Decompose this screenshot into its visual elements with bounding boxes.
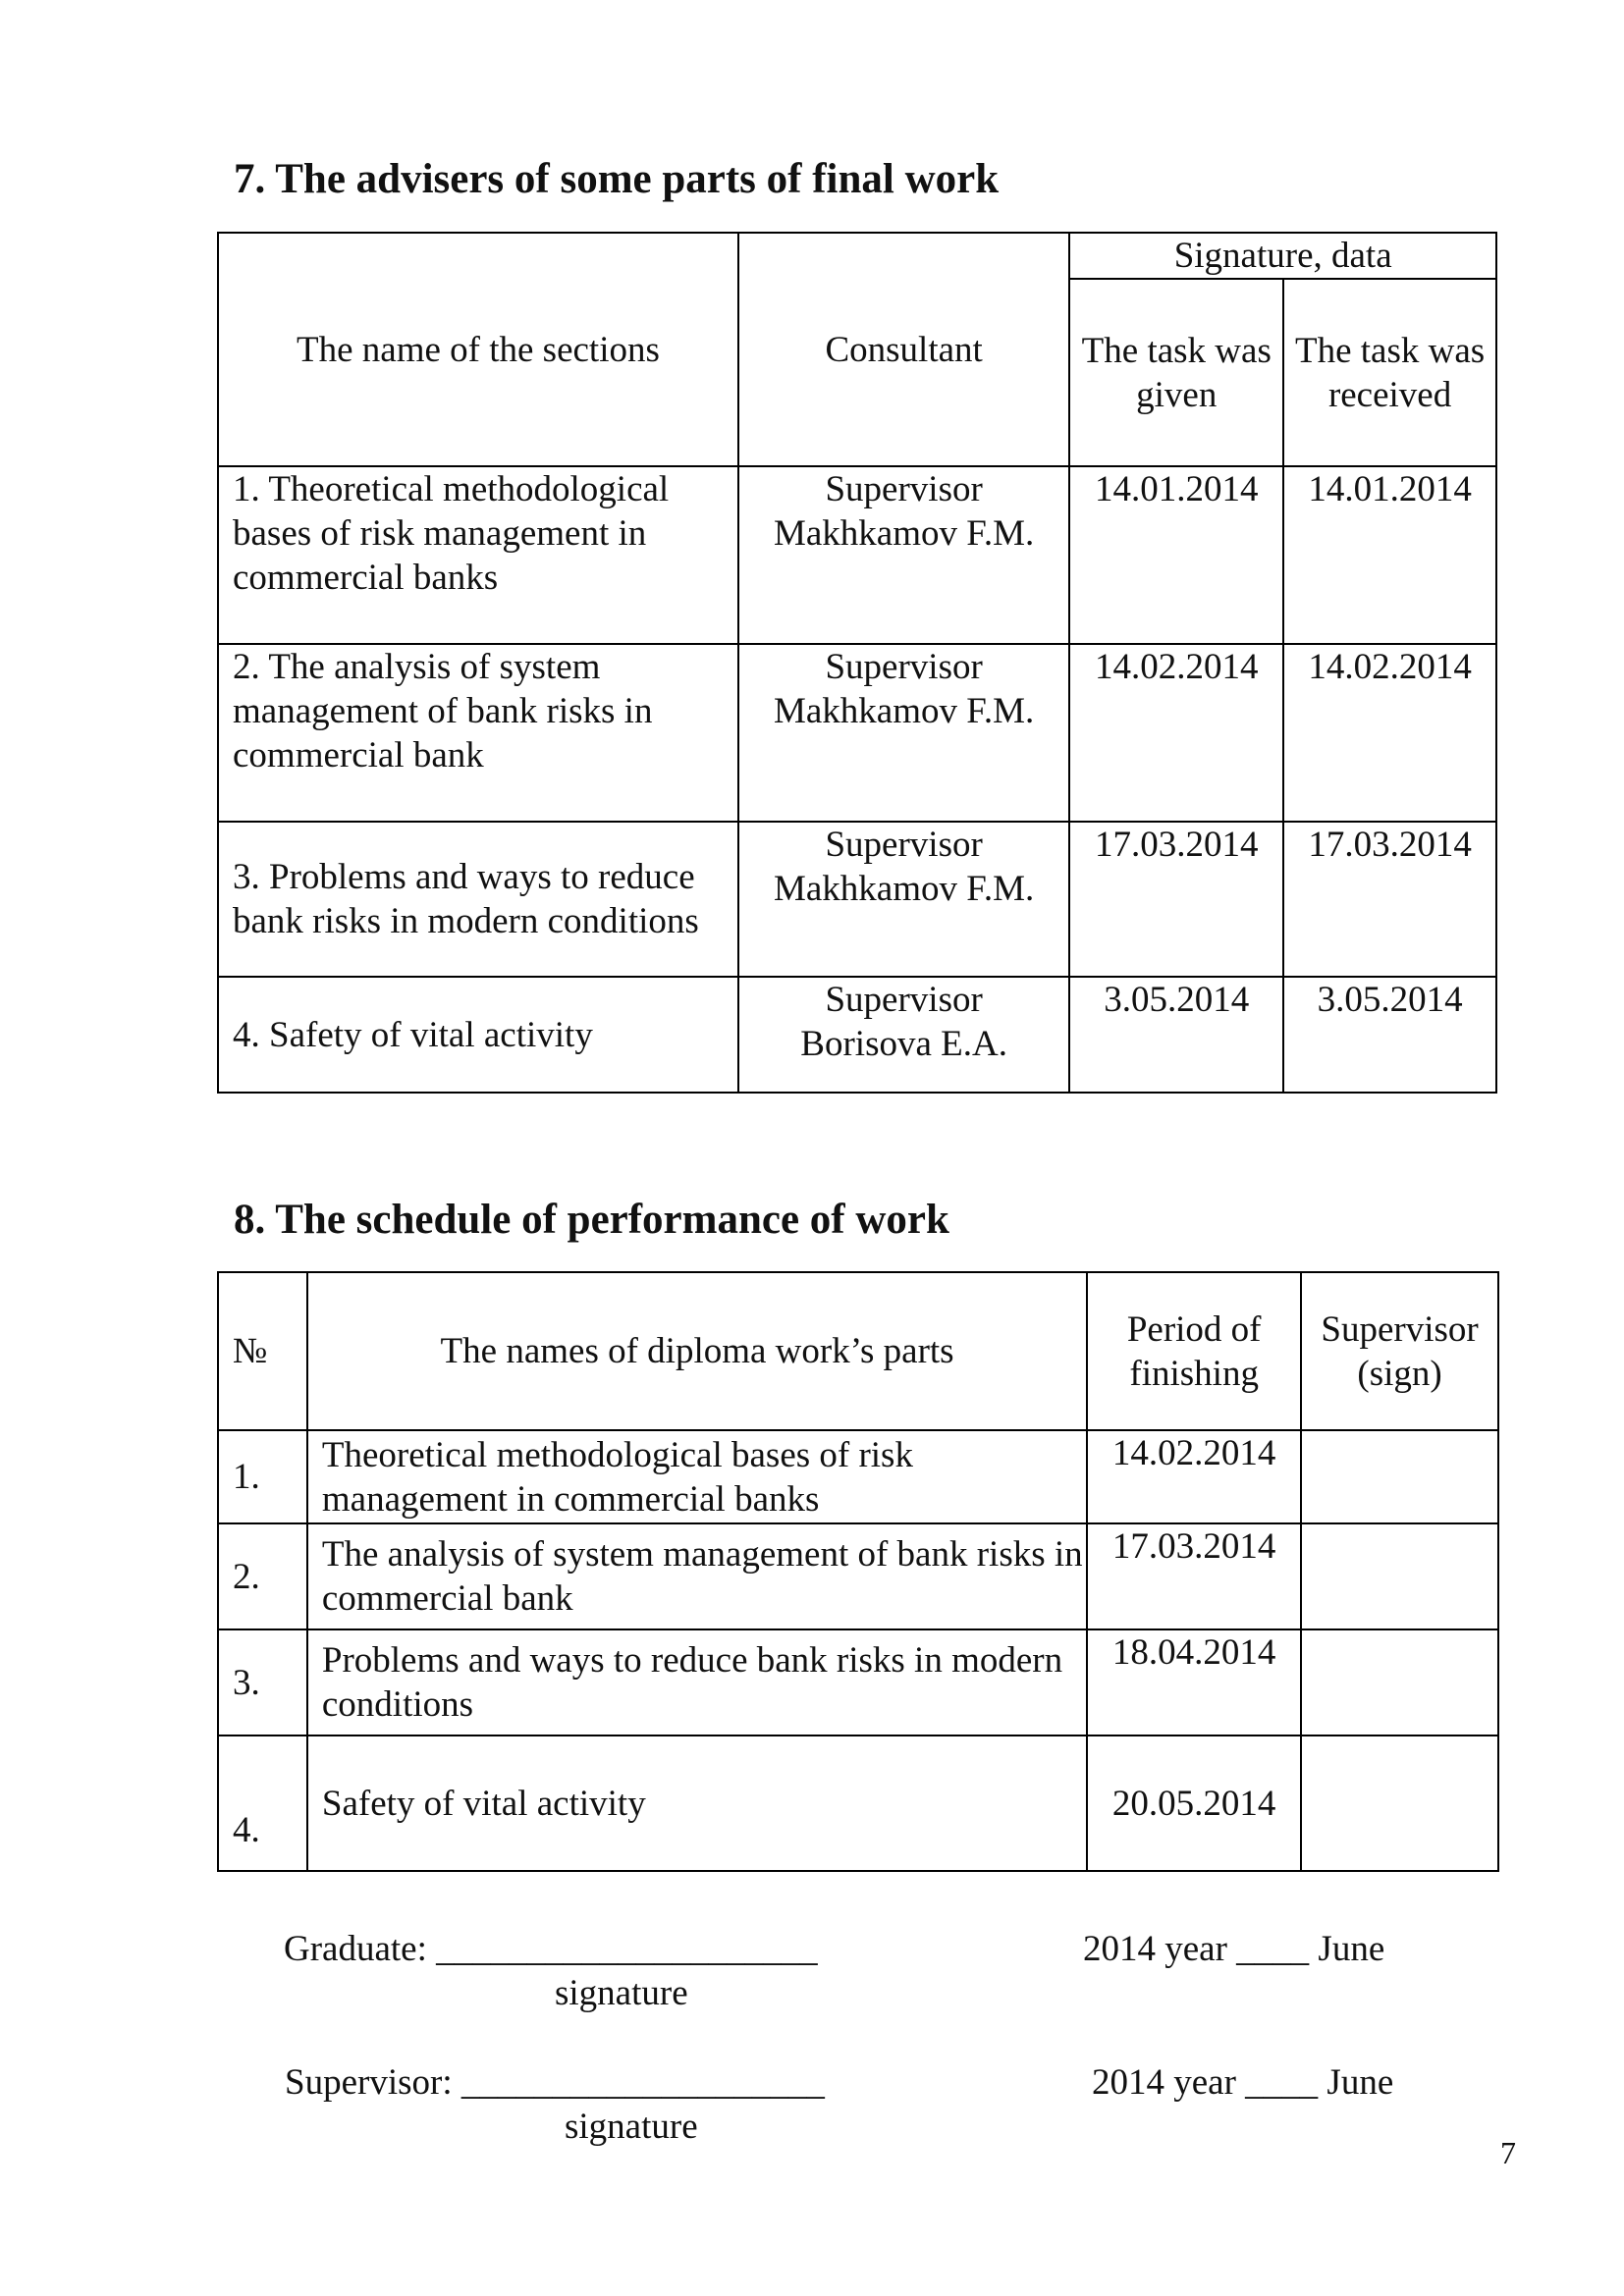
consultant-name: Makhkamov F.M. bbox=[773, 691, 1035, 731]
schedule-row-2-part: The analysis of system management of bank risks in commercial bank bbox=[307, 1523, 1087, 1629]
section-8-title: 8. The schedule of performance of work bbox=[234, 1197, 949, 1243]
section-7-title: 7. The advisers of some parts of final work bbox=[234, 156, 1000, 202]
adviser-row-1-section: 1. Theoretical methodological bases of risk management in commercial banks bbox=[218, 466, 738, 644]
adviser-row-2-section: 2. The analysis of system management of bank risks in commercial bank bbox=[218, 644, 738, 822]
adviser-row-2-received: 14.02.2014 bbox=[1283, 644, 1496, 822]
graduate-date-line: 2014 year ____ June bbox=[1083, 1929, 1385, 1969]
consultant-role: Supervisor bbox=[825, 825, 983, 865]
schedule-row-4-sign bbox=[1301, 1735, 1498, 1871]
adviser-row-4-given: 3.05.2014 bbox=[1069, 977, 1283, 1093]
schedule-row-2-sign bbox=[1301, 1523, 1498, 1629]
adviser-row-2-consultant bbox=[738, 644, 1069, 822]
header-consultant: Consultant bbox=[738, 233, 1069, 466]
schedule-row-1-number: 1. bbox=[218, 1430, 307, 1523]
graduate-signature-line: Graduate: _____________________ bbox=[284, 1929, 818, 1969]
adviser-row-1-received: 14.01.2014 bbox=[1283, 466, 1496, 644]
schedule-table bbox=[217, 1271, 1499, 1872]
adviser-row-1-consultant bbox=[738, 466, 1069, 644]
schedule-row-3-part: Problems and ways to reduce bank risks in modern conditions bbox=[307, 1629, 1087, 1735]
header-supervisor-sign: Supervisor (sign) bbox=[1301, 1272, 1498, 1430]
header-task-received: The task was received bbox=[1283, 279, 1496, 466]
supervisor-signature-line: Supervisor: ____________________ bbox=[285, 2062, 825, 2103]
header-sections: The name of the sections bbox=[218, 233, 738, 466]
supervisor-signature-caption: signature bbox=[565, 2107, 698, 2147]
adviser-row-3-consultant bbox=[738, 822, 1069, 977]
schedule-row-1-period: 14.02.2014 bbox=[1087, 1430, 1301, 1523]
advisers-table bbox=[217, 232, 1497, 1094]
schedule-row-3-period: 18.04.2014 bbox=[1087, 1629, 1301, 1735]
consultant-name: Makhkamov F.M. bbox=[773, 869, 1035, 909]
supervisor-date-line: 2014 year ____ June bbox=[1092, 2062, 1394, 2103]
adviser-row-3-section: 3. Problems and ways to reduce bank risks in modern conditions bbox=[218, 822, 738, 977]
schedule-row-2-period: 17.03.2014 bbox=[1087, 1523, 1301, 1629]
header-period: Period of finishing bbox=[1087, 1272, 1301, 1430]
schedule-row-1-part: Theoretical methodological bases of risk management in commercial banks bbox=[307, 1430, 1087, 1523]
consultant-name: Makhkamov F.M. bbox=[773, 513, 1035, 554]
header-parts: The names of diploma work’s parts bbox=[307, 1272, 1087, 1430]
adviser-row-3-received: 17.03.2014 bbox=[1283, 822, 1496, 977]
schedule-row-4-period: 20.05.2014 bbox=[1087, 1735, 1301, 1871]
consultant-role: Supervisor bbox=[825, 980, 983, 1020]
header-signature-data: Signature, data bbox=[1069, 233, 1496, 279]
consultant-name: Borisova E.A. bbox=[800, 1024, 1007, 1064]
adviser-row-4-consultant bbox=[738, 977, 1069, 1093]
adviser-row-4-section: 4. Safety of vital activity bbox=[218, 977, 738, 1093]
schedule-row-4-number: 4. bbox=[218, 1735, 307, 1871]
page-number: 7 bbox=[1500, 2135, 1516, 2170]
schedule-row-3-number: 3. bbox=[218, 1629, 307, 1735]
schedule-row-2-number: 2. bbox=[218, 1523, 307, 1629]
header-number: № bbox=[218, 1272, 307, 1430]
consultant-role: Supervisor bbox=[825, 469, 983, 509]
schedule-row-1-sign bbox=[1301, 1430, 1498, 1523]
graduate-signature-caption: signature bbox=[555, 1973, 688, 2013]
adviser-row-3-given: 17.03.2014 bbox=[1069, 822, 1283, 977]
schedule-row-4-part: Safety of vital activity bbox=[307, 1735, 1087, 1871]
adviser-row-2-given: 14.02.2014 bbox=[1069, 644, 1283, 822]
consultant-role: Supervisor bbox=[825, 647, 983, 687]
header-task-given: The task was given bbox=[1069, 279, 1283, 466]
adviser-row-1-given: 14.01.2014 bbox=[1069, 466, 1283, 644]
schedule-row-3-sign bbox=[1301, 1629, 1498, 1735]
adviser-row-4-received: 3.05.2014 bbox=[1283, 977, 1496, 1093]
